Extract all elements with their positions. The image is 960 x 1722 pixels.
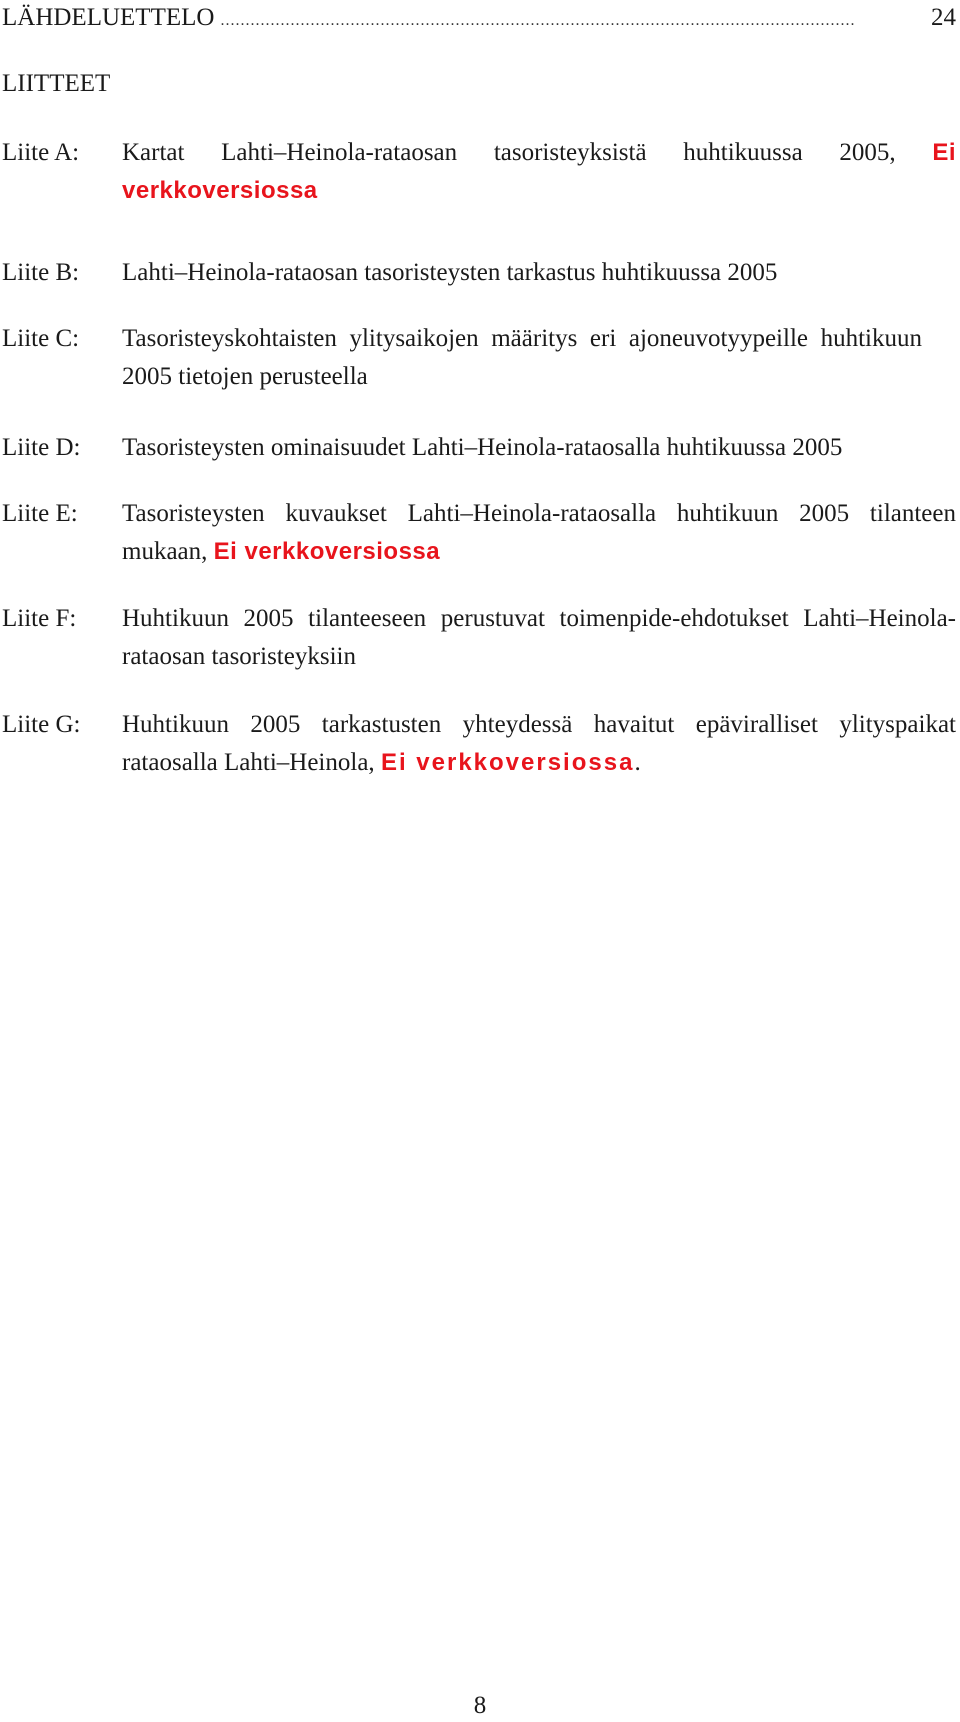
appendix-description xyxy=(122,429,956,467)
appendix-label: Liite F: xyxy=(2,605,77,632)
appendix-text: Huhtikuun 2005 tarkastusten yhteydessä havaitut epäviralliset ylityspaikat rataosalla Lahti–Heinola, xyxy=(122,711,956,776)
appendix-description xyxy=(122,134,956,210)
not-online-note: Ei verkkoversiossa xyxy=(213,538,441,565)
appendix-description xyxy=(122,706,956,782)
appendix-label: Liite C: xyxy=(2,325,80,352)
appendix-text: Lahti–Heinola-rataosan tasoristeysten tarkastus huhtikuussa 2005 xyxy=(122,259,778,286)
not-online-note: Ei verkkoversiossa xyxy=(380,749,635,776)
appendix-text: Huhtikuun 2005 tilanteeseen perustuvat toimenpide-ehdotukset Lahti–Heinola-rataosan tasoristeyksiin xyxy=(122,605,956,670)
appendix-suffix: . xyxy=(634,749,641,776)
toc-entry-title: LÄHDELUETTELO xyxy=(2,4,215,31)
appendix-description xyxy=(122,495,956,571)
appendix-description xyxy=(122,320,922,396)
toc-leader-dots: ............................................................................................................................... xyxy=(220,12,856,29)
appendix-text: Tasoristeyskohtaisten ylitysaikojen määritys eri ajoneuvotyypeille huhtikuun 2005 tietojen perusteella xyxy=(122,325,922,390)
appendix-text: Tasoristeysten kuvaukset Lahti–Heinola-rataosalla huhtikuun 2005 tilanteen mukaan, xyxy=(122,500,956,565)
appendix-label: Liite A: xyxy=(2,139,80,166)
page-number: 8 xyxy=(473,1692,487,1719)
appendix-text: Tasoristeysten ominaisuudet Lahti–Heinola-rataosalla huhtikuussa 2005 xyxy=(122,434,843,461)
appendix-label: Liite D: xyxy=(2,434,81,461)
appendix-label: Liite E: xyxy=(2,500,78,527)
toc-entry-page: 24 xyxy=(931,4,956,31)
appendix-label: Liite G: xyxy=(2,711,81,738)
section-heading: LIITTEET xyxy=(2,70,111,97)
appendix-text: Kartat Lahti–Heinola-rataosan tasoristeyksistä huhtikuussa 2005, xyxy=(122,139,896,166)
appendix-description xyxy=(122,254,956,292)
appendix-label: Liite B: xyxy=(2,259,80,286)
appendix-description xyxy=(122,600,956,676)
toc-entry[interactable] xyxy=(2,2,956,34)
not-online-note: Ei verkkoversiossa xyxy=(122,139,957,204)
